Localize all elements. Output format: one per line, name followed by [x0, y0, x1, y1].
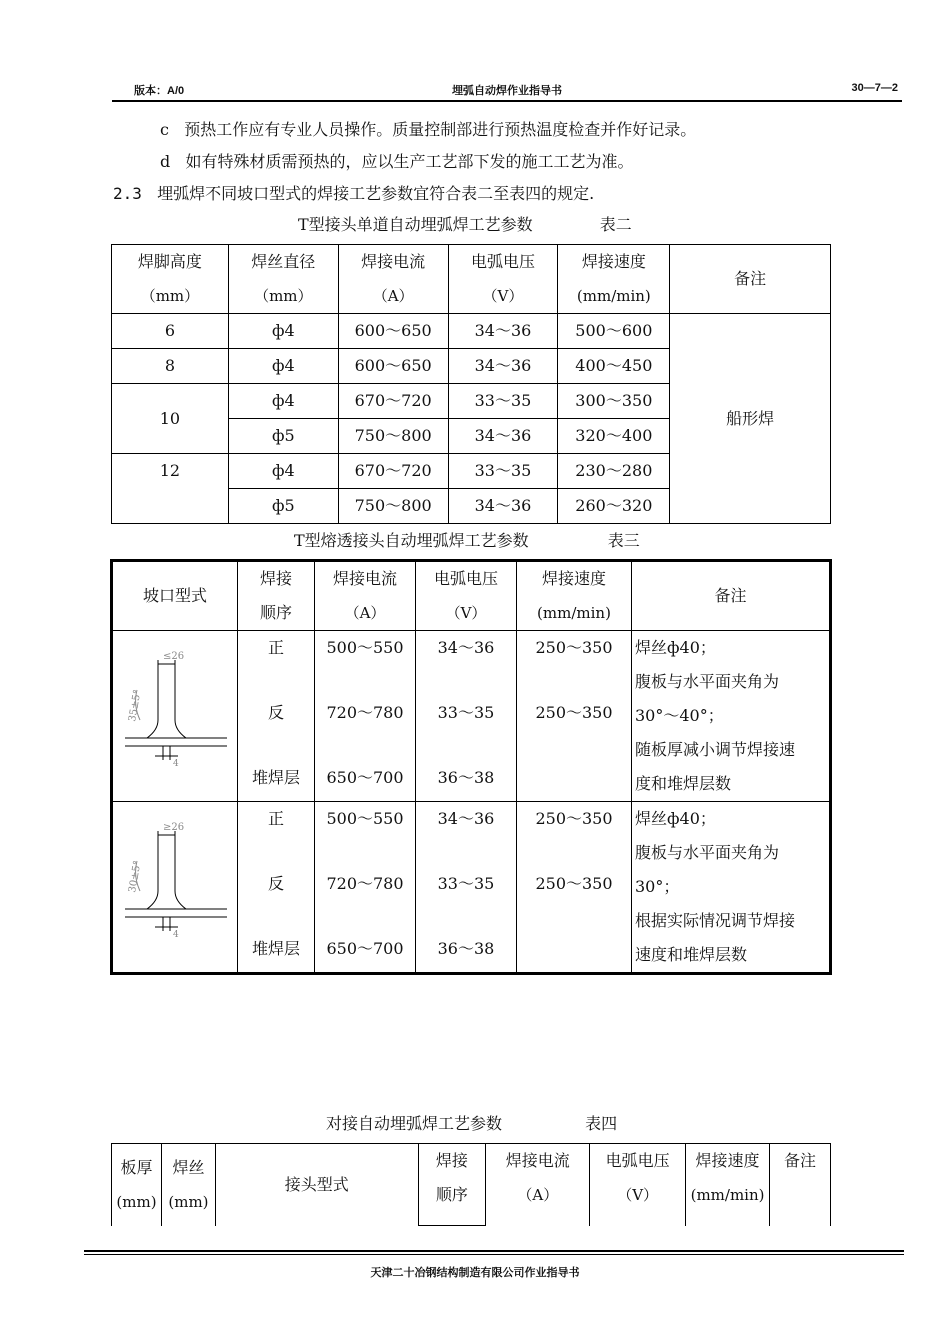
section-2-3: 2.3 埋弧焊不同坡口型式的焊接工艺参数宜符合表二至表四的规定.: [113, 184, 595, 203]
groove-diagram-2: [112, 802, 238, 974]
table2-caption: T型接头单道自动埋弧焊工艺参数 表二: [298, 215, 632, 234]
svg-text:≥26: ≥26: [163, 822, 185, 833]
table-row: ≥26 4 30±5° 正 反 堆焊层 500～550 720～780 650～700 34～36 33～35 36～38 250～350 250～350 焊丝ф40； 腹板与水平面夹角为 30°； 根据实际情况调节焊接 速度和堆焊层数: [112, 802, 831, 974]
table-row: ф5 750～800 34～36 260～320: [112, 489, 831, 524]
table3-note: 焊丝ф40； 腹板与水平面夹角为 30°； 根据实际情况调节焊接 速度和堆焊层数: [632, 802, 831, 974]
table3-note: 焊丝ф40； 腹板与水平面夹角为 30°～40°； 随板厚减小调节焊接速 度和堆焊层数: [632, 631, 831, 802]
table4-header-row: 板厚 (mm) 焊丝 (mm) 接头型式 焊接 顺序 焊接电流 （A） 电弧电压 （V） 焊接速度 (mm/min) 备注: [112, 1144, 831, 1226]
document-code: 30—7—2: [851, 82, 898, 94]
table-row: 6 ф4 600～650 34～36 500～600 船形焊: [112, 314, 831, 349]
table3-header-row: 坡口型式 焊接 顺序 焊接电流 （A） 电弧电压 （V） 焊接速度 (mm/min) 备注: [112, 561, 831, 631]
page-header: [112, 78, 902, 102]
t-joint-diagram: [115, 821, 235, 941]
table2-header-row: [112, 245, 831, 314]
svg-text:≤26: ≤26: [163, 651, 185, 662]
table2-header: 焊接电流 （A）: [338, 245, 448, 314]
table3-caption: T型熔透接头自动埋弧焊工艺参数 表三: [294, 531, 640, 550]
table2: [111, 244, 831, 524]
header-title: 埋弧自动焊作业指导书: [452, 85, 562, 97]
para-c: c 预热工作应有专业人员操作。质量控制部进行预热温度检查并作好记录。: [160, 120, 697, 139]
footer-rule: [84, 1250, 904, 1252]
footer-rule-thin: [84, 1254, 904, 1255]
table2-header: 电弧电压 （V）: [448, 245, 558, 314]
para-d: d 如有特殊材质需预热的，应以生产工艺部下发的施工工艺为准。: [160, 152, 634, 171]
groove-diagram-1: [112, 631, 238, 802]
svg-text:4: 4: [173, 759, 179, 769]
table-row: 10 ф4 670～720 33～35 300～350: [112, 384, 831, 419]
table-row: 12 ф4 670～720 33～35 230～280: [112, 454, 831, 489]
table4-caption: 对接自动埋弧焊工艺参数 表四: [326, 1114, 618, 1133]
table2-header: 焊接速度 (mm/min): [558, 245, 670, 314]
table2-header: 焊丝直径 （mm）: [228, 245, 338, 314]
table-row: 8 ф4 600～650 34～36 400～450: [112, 349, 831, 384]
footer-company: 天津二十冶钢结构制造有限公司作业指导书: [370, 1267, 580, 1279]
table2-header-remark: 备注: [670, 245, 831, 314]
t-joint-diagram: [115, 650, 235, 770]
table-row: ф5 750～800 34～36 320～400: [112, 419, 831, 454]
svg-text:4: 4: [173, 930, 179, 940]
table3: [110, 559, 832, 975]
table2-remark: 船形焊: [670, 314, 831, 524]
table4: [111, 1143, 831, 1226]
table-row: ≤26 4 35±5° 正 反 堆焊层 500～550 720～780 650～700 34～36 33～35 36～38 250～350 250～350 焊丝ф40； 腹板与水平面夹角为 30°～40°； 随板厚减小调节焊接速 度和堆焊层数: [112, 631, 831, 802]
table2-header: 焊脚高度 （mm）: [112, 245, 229, 314]
version-label: 版本：A/0: [134, 85, 185, 97]
svg-text:30±5°: 30±5°: [127, 859, 144, 894]
svg-text:35±5°: 35±5°: [127, 688, 144, 723]
